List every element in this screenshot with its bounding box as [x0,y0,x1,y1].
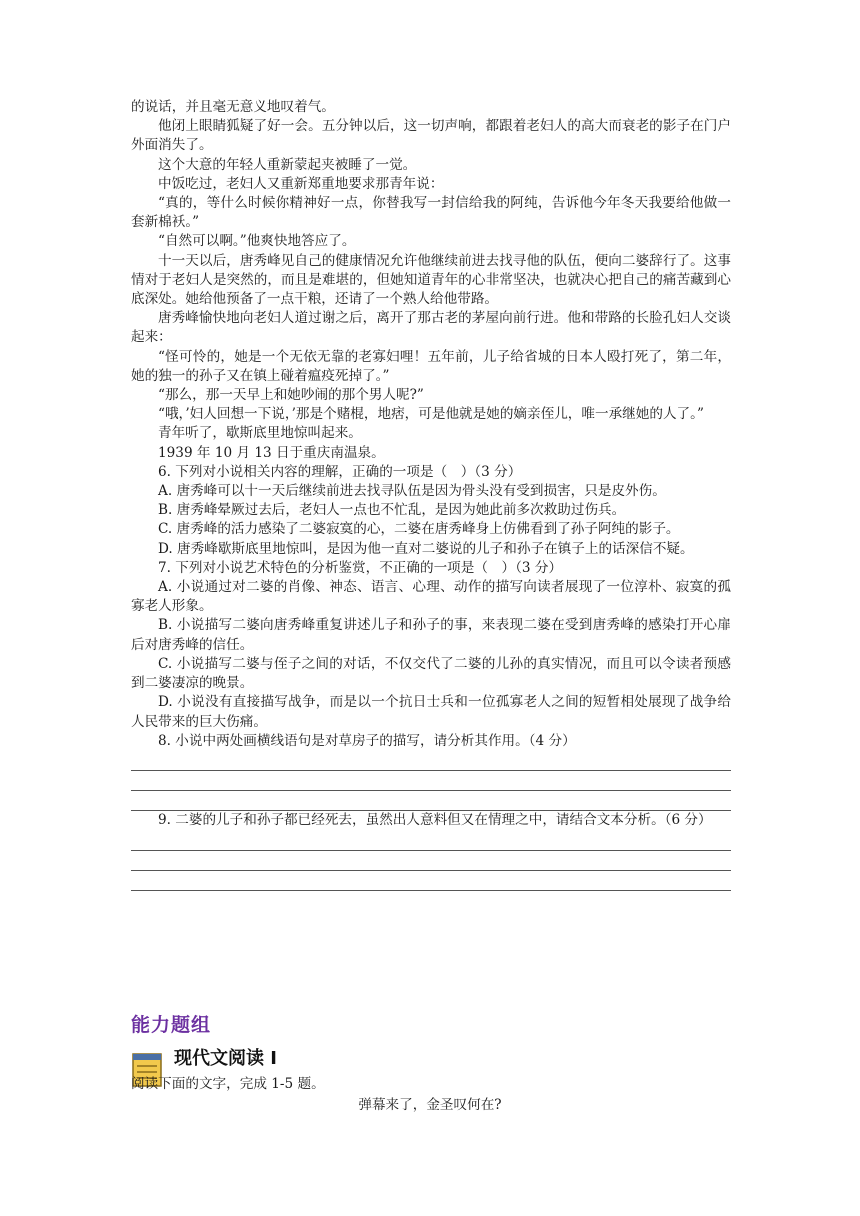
paragraph: C. 唐秀峰的活力感染了二婆寂寞的心，二婆在唐秀峰身上仿佛看到了孙子阿纯的影子。 [158,521,680,538]
paragraph: “那么，那一天早上和她吵闹的那个男人呢?” [158,387,424,404]
paragraph: “真的，等什么时候你精神好一点，你替我写一封信给我的阿纯，告诉他今年冬天我要给他做一套新棉袄。” [131,195,731,231]
subsection-title: 现代文阅读 I [174,1048,277,1069]
answer-lines-q9 [131,831,731,892]
paragraph: C. 小说描写二婆与侄子之间的对话，不仅交代了二婆的儿孙的真实情况，而且可以令读者预感到二婆凄凉的晚景。 [131,655,731,692]
answer-line[interactable] [131,791,731,811]
page-content [131,98,731,891]
answer-line[interactable] [131,771,731,791]
answer-line[interactable] [131,851,731,871]
paragraph: “怪可怜的，她是一个无依无靠的老寡妇哩！五年前，儿子给省城的日本人殴打死了，第二年，她的独一的孙子又在镇上碰着瘟疫死掉了。” [131,348,731,384]
question-9: 9. 二婆的儿子和孙子都已经死去，虽然出人意料但又在情理之中，请结合文本分析。（6 分） [158,812,712,829]
paragraph: D. 唐秀峰歇斯底里地惊叫，是因为他一直对二婆说的儿子和孙子在镇子上的话深信不疑。 [158,540,694,557]
paragraph: “自然可以啊。”他爽快地答应了。 [158,233,356,250]
paragraph: 6. 下列对小说相关内容的理解，正确的一项是（ ）（3 分） [158,463,522,480]
paragraph: 8. 小说中两处画横线语句是对草房子的描写，请分析其作用。（4 分） [158,732,576,749]
paragraph: 1939 年 10 月 13 日于重庆南温泉。 [158,444,385,461]
section-title: 能力题组 [131,1014,212,1036]
answer-line[interactable] [131,751,731,771]
paragraph: 7. 下列对小说艺术特色的分析鉴赏，不正确的一项是（ ）（3 分） [158,559,563,576]
paragraph: 的说话，并且毫无意义地叹着气。 [131,99,335,115]
answer-line[interactable] [131,831,731,851]
paragraph: 他闭上眼睛狐疑了好一会。五分钟以后，这一切声响，都跟着老妇人的高大而衰老的影子在门户外面消失了。 [131,118,731,154]
paragraph: D. 小说没有直接描写战争，而是以一个抗日士兵和一位孤寡老人之间的短暂相处展现了战争给人民带来的巨大伤痛。 [131,694,731,730]
paragraph: 这个大意的年轻人重新蒙起夹被睡了一觉。 [158,156,417,173]
passage [131,98,731,751]
article-title: 弹幕来了，金圣叹何在? [358,1097,502,1113]
instruction-text: 阅读下面的文字，完成 1-5 题。 [131,1076,325,1092]
answer-line[interactable] [131,871,731,891]
paragraph: A. 小说通过对二婆的肖像、神态、语言、心理、动作的描写向读者展现了一位淳朴、寂寞的孤寡老人形象。 [131,579,731,615]
paragraph: 中饭吃过，老妇人又重新郑重地要求那青年说： [158,175,444,192]
paragraph: 唐秀峰愉快地向老妇人道过谢之后，离开了那古老的茅屋向前行进。他和带路的长脸孔妇人交谈起来： [131,310,731,346]
answer-lines-q8 [131,751,731,812]
paragraph: “哦，’妇人回想一下说，’那是个赌棍，地痞，可是他就是她的嫡亲侄儿，唯一承继她的人了。” [158,406,704,423]
paragraph: B. 唐秀峰晕厥过去后，老妇人一点也不忙乱，是因为她此前多次救助过伤兵。 [158,502,626,519]
paragraph: A. 唐秀峰可以十一天后继续前进去找寻队伍是因为骨头没有受到损害，只是皮外伤。 [158,483,666,500]
paragraph: 十一天以后，唐秀峰见自己的健康情况允许他继续前进去找寻他的队伍，便向二婆辞行了。这事情对于老妇人是突然的，而且是难堪的，但她知道青年的心非常坚决，也就决心把自己的痛苦藏到心底深处。她给他预备了一点干粮，还请了一个熟人给他带路。 [131,252,731,308]
paragraph: B. 小说描写二婆向唐秀峰重复讲述儿子和孙子的事，来表现二婆在受到唐秀峰的感染打开心扉后对唐秀峰的信任。 [131,617,731,653]
paragraph: 青年听了，歇斯底里地惊叫起来。 [158,425,362,442]
